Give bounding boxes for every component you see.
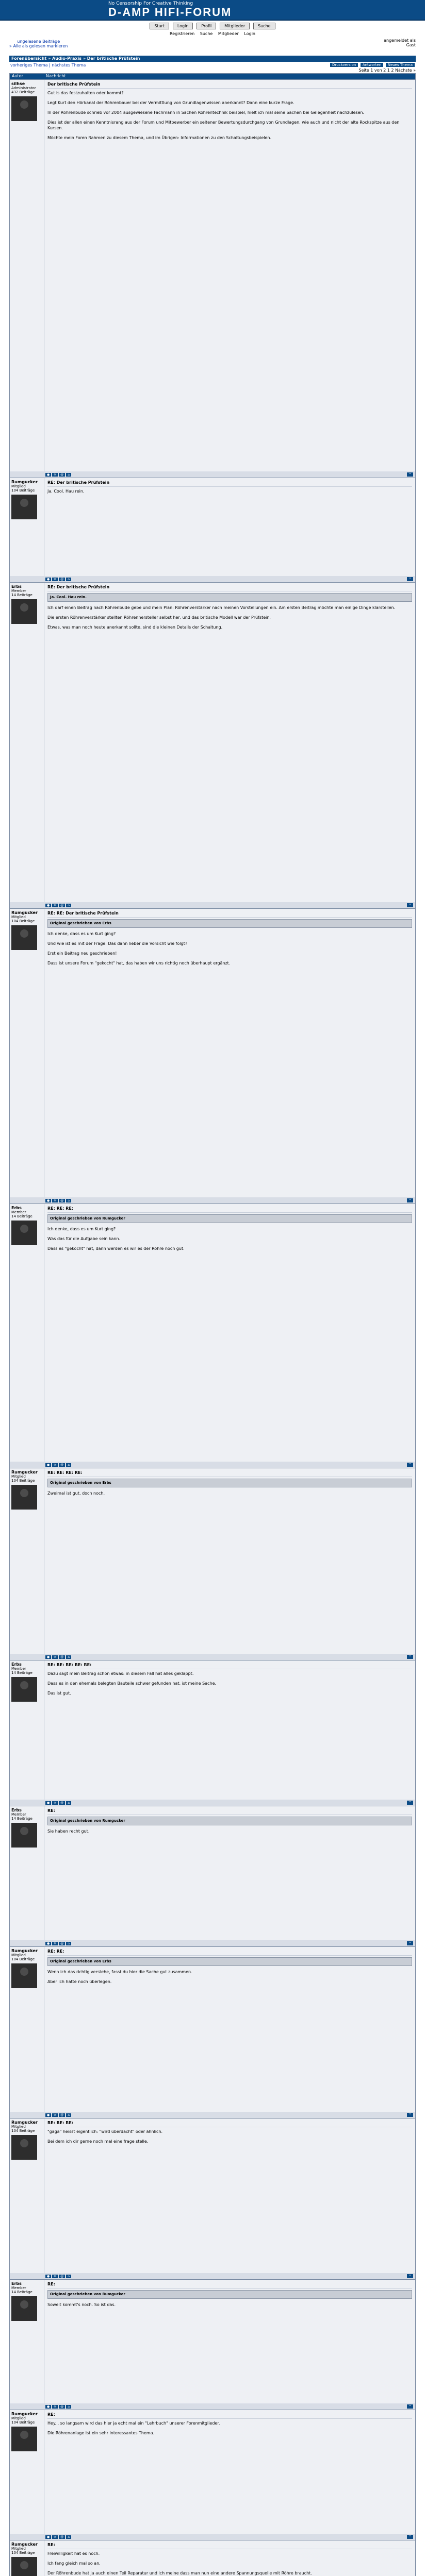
email-button[interactable]: @ [59,2405,65,2409]
quote-button[interactable]: “ [407,1941,413,1945]
post-author [10,1947,44,2112]
post-body [44,909,415,1197]
author-rank: Mitglied [11,915,26,919]
post-body [44,1468,415,1654]
avatar [11,1485,37,1510]
pm-button[interactable]: ✉ [52,2113,58,2117]
nav-button-suche[interactable]: Suche [253,23,275,29]
post-footer [10,2534,415,2540]
thread-actions [329,62,415,67]
author-name[interactable]: Rumgucker [11,910,38,915]
post [10,478,415,582]
post-paragraph: Wenn ich das richtig verstehe, fasst du hier die Sache gut zusammen. [47,1970,192,1974]
author-name[interactable]: Erbs [11,2281,22,2286]
author-post-count: 104 Beiträge [11,2420,35,2425]
pm-button[interactable]: ✉ [52,578,58,581]
author-rank: Member [11,1210,26,1214]
post-paragraph: Ich fang gleich mal so an. [47,2561,101,2566]
author-rank: Mitglied [11,2416,26,2420]
author-rank: Mitglied [11,2547,26,2551]
post-paragraph: Sie haben recht gut. [47,1829,90,1834]
thread-toolbar [9,62,416,68]
post-author [10,583,44,902]
post-main [10,2410,415,2534]
author-name[interactable]: Rumgucker [11,1470,38,1475]
post [10,2118,415,2279]
quote-button[interactable]: “ [407,2274,413,2278]
post-paragraph: Dies ist der allen einen Kenntnisrang aus der Forum und Mitbewerber ein seltener Bewertungsdurchgang von Grundlagen, wie auch und nicht der alte Rockspitze aus den Kursen. [47,120,400,130]
quote-block [47,1479,412,1487]
post-body [44,1660,415,1800]
site-banner [0,0,425,21]
email-button[interactable]: @ [59,1655,65,1659]
profile-button[interactable]: ● [45,1463,51,1467]
email-button[interactable]: @ [59,473,65,477]
post-paragraph: Soweit kommt's noch. So ist das. [47,2302,116,2307]
column-author: Autor [12,74,23,78]
site-tagline: No Censorship For Creative Thinking [108,1,193,6]
post-subject: RE: RE: RE: [47,2120,412,2127]
avatar [11,1823,37,1848]
post-paragraph: Möchte mein Foren Rahmen zu diesem Thema, und im Übrigen: Informationen zu den Schaltungsbeispielen. [47,135,271,140]
homepage-button[interactable]: ⌂ [66,1199,71,1202]
post-actions [45,1655,407,1659]
post-paragraph: Ich denke, dass es um Kurt ging? [47,931,116,936]
thread-prev-next: vorheriges Thema | nächstes Thema [10,63,86,67]
post-main [10,583,415,902]
quote-block [47,1214,412,1223]
pagination[interactable]: Seite 1 von 2 1 2 Nächste » [358,68,416,73]
post [10,2410,415,2540]
homepage-button[interactable]: ⌂ [66,1463,71,1467]
author-name[interactable]: Erbs [11,1206,22,1210]
post-subject: RE: RE: Der britische Prüfstein [47,910,412,918]
posts-table [9,73,416,2576]
post-footer [10,1940,415,1946]
author-rank: Member [11,2286,26,2290]
profile-button[interactable]: ● [45,2535,51,2539]
post-main [10,909,415,1197]
post-paragraph: Dass ist unsere Forum "gekocht" hat, das haben wir uns richtig noch überhaupt ergänzt. [47,961,231,965]
pm-button[interactable]: ✉ [52,473,58,477]
author-post-count: 104 Beiträge [11,2551,35,2555]
quote-header: Original geschrieben von Rumgucker [50,1819,125,1823]
quote-header: Original geschrieben von Erbs [50,1959,111,1963]
quote-button[interactable]: “ [407,1801,413,1805]
profile-button[interactable]: ● [45,2405,51,2409]
avatar [11,495,37,519]
post-paragraph: Das ist gut. [47,1691,71,1696]
post-actions [45,1198,407,1202]
post-paragraph: Aber ich hatte noch überlegen. [47,1979,112,1984]
post-author [10,80,44,471]
post-author [10,478,44,576]
sub-nav [0,30,425,37]
subnav-login[interactable]: Login [244,31,256,36]
homepage-button[interactable]: ⌂ [66,2113,71,2117]
post [10,908,415,1204]
post-footer [10,2273,415,2279]
author-post-count: 432 Beiträge [11,90,35,94]
post-paragraph: Bei dem ich dir gerne noch mal eine frage stelle. [47,2139,149,2144]
post-paragraph: "gaga" heisst eigentlich: "wird überdacht" oder ähnlich. [47,2129,163,2134]
author-post-count: 104 Beiträge [11,2129,35,2133]
post [10,1204,415,1468]
new-thread-button[interactable]: Neues Thema [386,63,415,67]
quote-block [47,919,412,928]
post-subject: RE: Der britische Prüfstein [47,584,412,591]
author-name[interactable]: Rumgucker [11,2412,38,2416]
pm-button[interactable]: ✉ [52,2535,58,2539]
post-actions [45,2535,407,2539]
post-subject: Der britische Prüfstein [47,81,412,89]
post-subject: RE: RE: [47,1948,412,1956]
breadcrumb[interactable]: Forenübersicht » Audio-Praxis » Der britische Prüfstein [9,56,416,62]
post-paragraph: Etwas, was man noch heute anerkannt sollte, sind die kleinen Details der Schaltung. [47,625,223,630]
avatar [11,2135,37,2160]
posts-header [10,74,415,79]
pm-button[interactable]: ✉ [52,904,58,907]
quote-header: Original geschrieben von Rumgucker [50,1216,125,1221]
post [10,1660,415,1806]
post-subject: RE: RE: RE: RE: RE: [47,1662,412,1669]
quote-button[interactable]: “ [407,472,413,477]
post-subject: RE: [47,2412,412,2419]
post-body [44,1204,415,1462]
post-paragraph: Der Röhrenbude hat ja auch einen Teil Reparatur und ich meine dass man nun eine andere Spannungsquelle mit Röhre braucht. [47,2571,312,2575]
unread-posts-link[interactable]: ungelesene Beiträge [17,39,60,44]
homepage-button[interactable]: ⌂ [66,904,71,907]
post-subject: RE: [47,2281,412,2289]
homepage-button[interactable]: ⌂ [66,1942,71,1945]
post-paragraph: In der Röhrenbude schrieb vor 2004 ausgewiesene Fachmann in Sachen Röhrentechnik beispiel, hielt ich mal seine Sachen bei Gelegenheit nachzulesen. [47,110,365,115]
quote-button[interactable]: “ [407,1463,413,1467]
post-paragraph: Erst ein Beitrag neu geschrieben! [47,951,117,956]
post-body [44,1947,415,2112]
post-body [44,1806,415,1940]
post-footer [10,1462,415,1468]
mark-all-read-link[interactable]: » Alle als gelesen markieren [9,44,68,48]
author-name[interactable]: silhse [11,81,25,86]
post [10,582,415,908]
avatar [11,1221,37,1245]
post-main [10,2540,415,2576]
homepage-button[interactable]: ⌂ [66,2535,71,2539]
nav-button-start[interactable]: Start [150,23,169,29]
post-actions [45,577,407,581]
author-name[interactable]: Rumgucker [11,2542,38,2547]
print-button[interactable]: Druckversion [330,63,358,67]
post-paragraph: Die ersten Röhrenverstärker stellten Röhrenhersteller selbst her, und das britische Modell war der Prüfstein. [47,615,271,620]
post-main [10,2119,415,2273]
column-message: Nachricht [46,74,66,78]
author-post-count: 14 Beiträge [11,1817,32,1821]
author-post-count: 14 Beiträge [11,1671,32,1675]
profile-button[interactable]: ● [45,578,51,581]
avatar [11,1677,37,1702]
post-footer [10,471,415,478]
post-main [10,1660,415,1800]
author-rank: Member [11,1667,26,1671]
post-footer [10,2403,415,2410]
post-author [10,2119,44,2273]
post-main [10,1947,415,2112]
quote-header: Original geschrieben von Erbs [50,921,111,925]
author-post-count: 104 Beiträge [11,919,35,923]
avatar [11,2557,37,2576]
post-paragraph: Dass es in den ehemals belegten Bauteile schwer gefunden hat, ist meine Sache. [47,1681,217,1686]
post [10,2279,415,2410]
pm-button[interactable]: ✉ [52,1942,58,1945]
quote-button[interactable]: “ [407,1198,413,1202]
avatar [11,599,37,624]
unread-links [9,39,68,48]
post-paragraph: Was das für die Aufgabe sein kann. [47,1236,121,1241]
post-paragraph: Ja. Cool. Hau rein. [47,489,85,494]
homepage-button[interactable]: ⌂ [66,1655,71,1659]
post-author [10,2540,44,2576]
subnav-mitglieder[interactable]: Mitglieder [218,31,239,36]
site-logo[interactable]: D-AMP HIFI-FORUM [108,6,232,19]
post-paragraph: Und wie ist es mit der Frage: Das dann lieber die Vorsicht wie folgt? [47,941,188,946]
profile-button[interactable]: ● [45,1942,51,1945]
post-actions [45,1801,407,1805]
quote-button[interactable]: “ [407,1655,413,1659]
author-rank: Mitglied [11,1953,26,1957]
profile-button[interactable]: ● [45,473,51,477]
pm-button[interactable]: ✉ [52,2405,58,2409]
email-button[interactable]: @ [59,1801,65,1805]
author-post-count: 104 Beiträge [11,1479,35,1483]
post-body [44,583,415,902]
email-button[interactable]: @ [59,904,65,907]
post-body [44,80,415,471]
post-author [10,1806,44,1940]
author-name[interactable]: Erbs [11,1808,22,1812]
author-rank: Mitglied [11,2125,26,2129]
post-main [10,478,415,576]
email-button[interactable]: @ [59,2113,65,2117]
pm-button[interactable]: ✉ [52,1199,58,1202]
post-body [44,2119,415,2273]
homepage-button[interactable]: ⌂ [66,2405,71,2409]
quote-button[interactable]: “ [407,2113,413,2117]
post-subject: RE: RE: RE: [47,1206,412,1213]
post-footer [10,902,415,908]
author-post-count: 14 Beiträge [11,1214,32,1218]
nav-button-profil[interactable]: Profil [197,23,216,29]
profile-button[interactable]: ● [45,904,51,907]
reply-button[interactable]: Antworten [361,63,383,67]
email-button[interactable]: @ [59,578,65,581]
post-author [10,1468,44,1654]
pm-button[interactable]: ✉ [52,1655,58,1659]
subnav-suche[interactable]: Suche [200,31,213,36]
post-author [10,1204,44,1462]
email-button[interactable]: @ [59,1463,65,1467]
post-subject: RE: [47,1808,412,1815]
homepage-button[interactable]: ⌂ [66,2275,71,2278]
post-actions [45,2274,407,2278]
post-main [10,1204,415,1462]
post-footer [10,1197,415,1204]
quote-block [47,2290,412,2299]
quote-button[interactable]: “ [407,2535,413,2539]
quote-button[interactable]: “ [407,577,413,581]
author-name[interactable]: Erbs [11,1662,22,1667]
author-rank: Mitglied [11,484,26,488]
author-post-count: 14 Beiträge [11,2290,32,2294]
post-paragraph: Gut is das festzuhalten oder kommt? [47,91,124,95]
avatar [11,1963,37,1988]
post [10,1806,415,1946]
pm-button[interactable]: ✉ [52,2275,58,2278]
post-main [10,2280,415,2403]
author-rank: Administrator [11,86,36,90]
post-footer [10,576,415,582]
profile-button[interactable]: ● [45,1801,51,1805]
quote-header: Original geschrieben von Erbs [50,1481,111,1485]
post [10,79,415,478]
author-post-count: 104 Beiträge [11,1957,35,1961]
post-paragraph: Ich denke, dass es um Kurt ging? [47,1227,116,1231]
author-name[interactable]: Rumgucker [11,480,38,484]
quote-block [47,1957,412,1966]
post-subject: RE: RE: RE: RE: [47,1470,412,1477]
login-status-label: angemeldet als [384,38,416,43]
post-paragraph: Dass es "gekocht" hat, dann werden es wir es der Röhre noch gut. [47,1246,185,1251]
post [10,1468,415,1660]
post-actions [45,1941,407,1945]
top-info-row [0,37,425,56]
post-actions [45,903,407,907]
post-actions [45,2404,407,2409]
post-author [10,2410,44,2534]
post-paragraph: Die Röhrenanlage ist ein sehr interessantes Thema. [47,2431,155,2435]
post-footer [10,2112,415,2118]
post-subject: RE: [47,2542,412,2549]
homepage-button[interactable]: ⌂ [66,473,71,477]
nav-button-login[interactable]: Login [173,23,193,29]
main-nav [0,21,425,30]
subnav-registrieren[interactable]: Registrieren [169,31,195,36]
author-rank: Member [11,589,26,593]
profile-button[interactable]: ● [45,1199,51,1202]
email-button[interactable]: @ [59,1942,65,1945]
author-post-count: 14 Beiträge [11,593,32,597]
email-button[interactable]: @ [59,1199,65,1202]
homepage-button[interactable]: ⌂ [66,1801,71,1805]
post-paragraph: Legt Kurt den Hörkanal der Röhrenbauer bei der Vermittlung von Grundlagenwissen anerkannt? Dann eine kurze Frage. [47,100,295,105]
next-thread-link[interactable]: nächstes Thema [52,63,86,67]
quote-button[interactable]: “ [407,2404,413,2409]
email-button[interactable]: @ [59,2275,65,2278]
pm-button[interactable]: ✉ [52,1801,58,1805]
quote-button[interactable]: “ [407,903,413,907]
author-rank: Mitglied [11,1475,26,1479]
author-name[interactable]: Erbs [11,584,22,589]
post-paragraph: Freiwilligkeit hat es noch. [47,2551,100,2556]
post-paragraph: Hey... so langsam wird das hier ja echt mal ein "Lehrbuch" unserer Forenmitglieder. [47,2421,220,2426]
post-footer [10,1800,415,1806]
quote-header: Original geschrieben von Rumgucker [50,2292,125,2296]
post-body [44,478,415,576]
post-footer [10,1654,415,1660]
quote-block [47,1817,412,1825]
homepage-button[interactable]: ⌂ [66,578,71,581]
post-main [10,1806,415,1940]
author-post-count: 104 Beiträge [11,488,35,493]
login-status [384,38,416,47]
profile-button[interactable]: ● [45,1655,51,1659]
prev-thread-link[interactable]: vorheriges Thema [10,63,48,67]
post-paragraph: Dazu sagt mein Beitrag schon etwas: in diesem Fall hat alles geklappt. [47,1671,194,1676]
post-body [44,2540,415,2576]
post-subject: RE: Der britische Prüfstein [47,480,412,487]
author-rank: Member [11,1812,26,1817]
post-body [44,2280,415,2403]
post [10,1946,415,2118]
avatar [11,925,37,950]
avatar [11,2296,37,2321]
post-paragraph: Ich darf einen Beitrag nach Röhrenbude gebe und mein Plan: Röhrenverstärker nach meinen Vorstellungen ein. Am ersten Beitrag möchte man einige Dinge klarstellen. [47,605,396,610]
author-name[interactable]: Rumgucker [11,2120,38,2125]
profile-button[interactable]: ● [45,2275,51,2278]
post-author [10,2280,44,2403]
post-actions [45,2113,407,2117]
quote-header: Ja. Cool. Hau rein. [50,595,87,599]
author-name[interactable]: Rumgucker [11,1948,38,1953]
post-actions [45,1463,407,1467]
login-status-user: Gast [406,43,416,47]
post-author [10,909,44,1197]
pm-button[interactable]: ✉ [52,1463,58,1467]
avatar [11,2427,37,2451]
profile-button[interactable]: ● [45,2113,51,2117]
post-actions [45,472,407,477]
post-body [44,2410,415,2534]
post-author [10,1660,44,1800]
post-paragraph: Zweimal ist gut, doch noch. [47,1491,105,1496]
quote-block [47,593,412,602]
nav-button-mitglieder[interactable]: Mitglieder [220,23,250,29]
post [10,2540,415,2576]
post-main [10,80,415,471]
post-main [10,1468,415,1654]
avatar [11,96,37,121]
email-button[interactable]: @ [59,2535,65,2539]
